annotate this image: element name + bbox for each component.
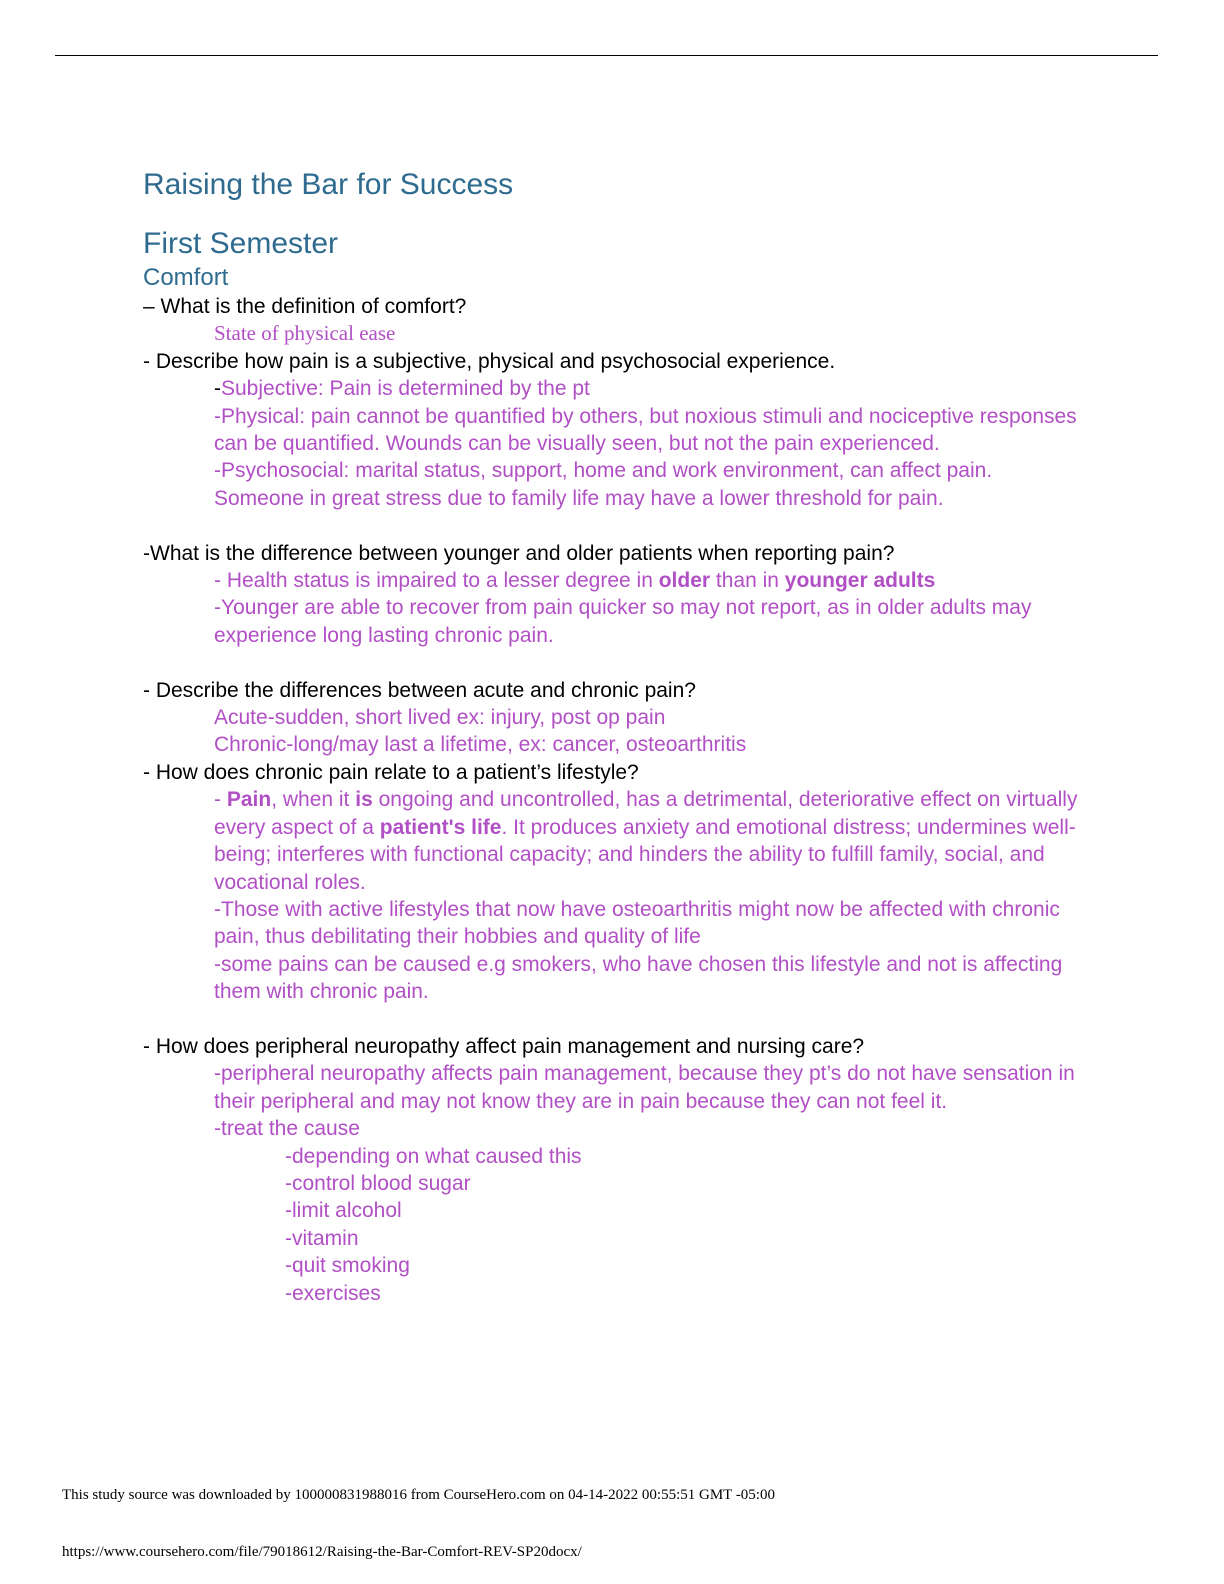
answer-text-segment: . It produces anxiety and emotional distress; undermines well-being; interferes with functional capacity; and hinders the ability to fulfill family, social, and vocational roles. <box>214 815 1076 894</box>
answer-treat-cause: -treat the cause <box>214 1117 360 1141</box>
question-age-difference: -What is the difference between younger and older patients when reporting pain? <box>143 541 895 565</box>
answer-bold-older: older <box>658 569 711 593</box>
answer-pain-effect <box>143 786 1083 896</box>
topic-heading: Comfort <box>143 264 229 291</box>
answer-subjective-text: Subjective: Pain is determined by the pt <box>221 377 590 401</box>
answer-active-lifestyles: -Those with active lifestyles that now have osteoarthritis might now be affected with chronic pain, thus debilitating their hobbies and quality of life <box>214 897 1060 949</box>
spacer <box>143 1006 1083 1033</box>
answer-chronic: Chronic-long/may last a lifetime, ex: cancer, osteoarthritis <box>214 733 747 757</box>
document-title: Raising the Bar for Success <box>143 168 514 201</box>
header-rule <box>55 55 1158 56</box>
download-notice: This study source was downloaded by 100000831988016 from CourseHero.com on 04-14-2022 00:55:51 GMT -05:00 <box>62 1487 775 1503</box>
answer-psychosocial: -Psychosocial: marital status, support, home and work environment, can affect pain. Someone in great stress due to family life may have a lower threshold for pain. <box>214 459 993 510</box>
answer-health-status <box>143 567 1083 594</box>
spacer <box>143 649 1083 676</box>
spacer <box>143 512 1083 539</box>
question-peripheral-neuropathy: - How does peripheral neuropathy affect pain management and nursing care? <box>143 1034 865 1058</box>
sub-list-item: -depending on what caused this <box>285 1144 582 1168</box>
answer-younger-recovery: -Younger are able to recover from pain quicker so may not report, as in older adults may experience long lasting chronic pain. <box>214 596 1032 647</box>
sub-list-item: -exercises <box>285 1281 381 1305</box>
sub-list-item: -quit smoking <box>285 1254 410 1278</box>
answer-text-segment: - <box>214 788 227 812</box>
answer-text-segment: , when it <box>271 788 356 812</box>
answer-bold-patients-life: patient's life <box>379 815 502 839</box>
sub-list-item: -limit alcohol <box>285 1199 402 1223</box>
answer-text-segment: than in <box>710 569 785 593</box>
answer-bold-pain: Pain <box>226 788 272 812</box>
question-pain-experience: - Describe how pain is a subjective, physical and psychosocial experience. <box>143 349 836 373</box>
source-url: https://www.coursehero.com/file/79018612/Raising-the-Bar-Comfort-REV-SP20docx/ <box>62 1544 582 1560</box>
question-comfort-definition: – What is the definition of comfort? <box>143 295 467 318</box>
sub-list-item: -control blood sugar <box>285 1171 471 1195</box>
answer-acute: Acute-sudden, short lived ex: injury, post op pain <box>214 706 666 730</box>
answer-subjective-dash: - <box>214 377 221 401</box>
answer-subjective <box>143 375 1083 402</box>
answer-smokers: -some pains can be caused e.g smokers, who have chosen this lifestyle and not is affecting them with chronic pain. <box>214 952 1063 1004</box>
question-acute-chronic: - Describe the differences between acute and chronic pain? <box>143 678 696 702</box>
answer-comfort-definition: State of physical ease <box>214 321 396 346</box>
answer-neuropathy-management: -peripheral neuropathy affects pain management, because they pt’s do not have sensation in their peripheral and may not know they are in pain because they can not feel it. <box>214 1062 1075 1113</box>
answer-text-segment: - Health status is impaired to a lesser degree in <box>214 569 659 593</box>
answer-physical: -Physical: pain cannot be quantified by others, but noxious stimuli and nociceptive responses can be quantified. Wounds can be visually seen, but not the pain experienced. <box>214 404 1077 456</box>
answer-bold-is: is <box>355 788 373 812</box>
semester-heading: First Semester <box>143 227 339 260</box>
sub-list-item: -vitamin <box>285 1226 359 1250</box>
answer-bold-younger-adults: younger adults <box>784 569 936 593</box>
document-body <box>143 167 1083 1307</box>
question-chronic-lifestyle: - How does chronic pain relate to a patient’s lifestyle? <box>143 760 639 784</box>
answer-text-segment: ongoing and uncontrolled, has a detrimental, deteriorative effect on virtually every aspect of a <box>214 788 1078 839</box>
